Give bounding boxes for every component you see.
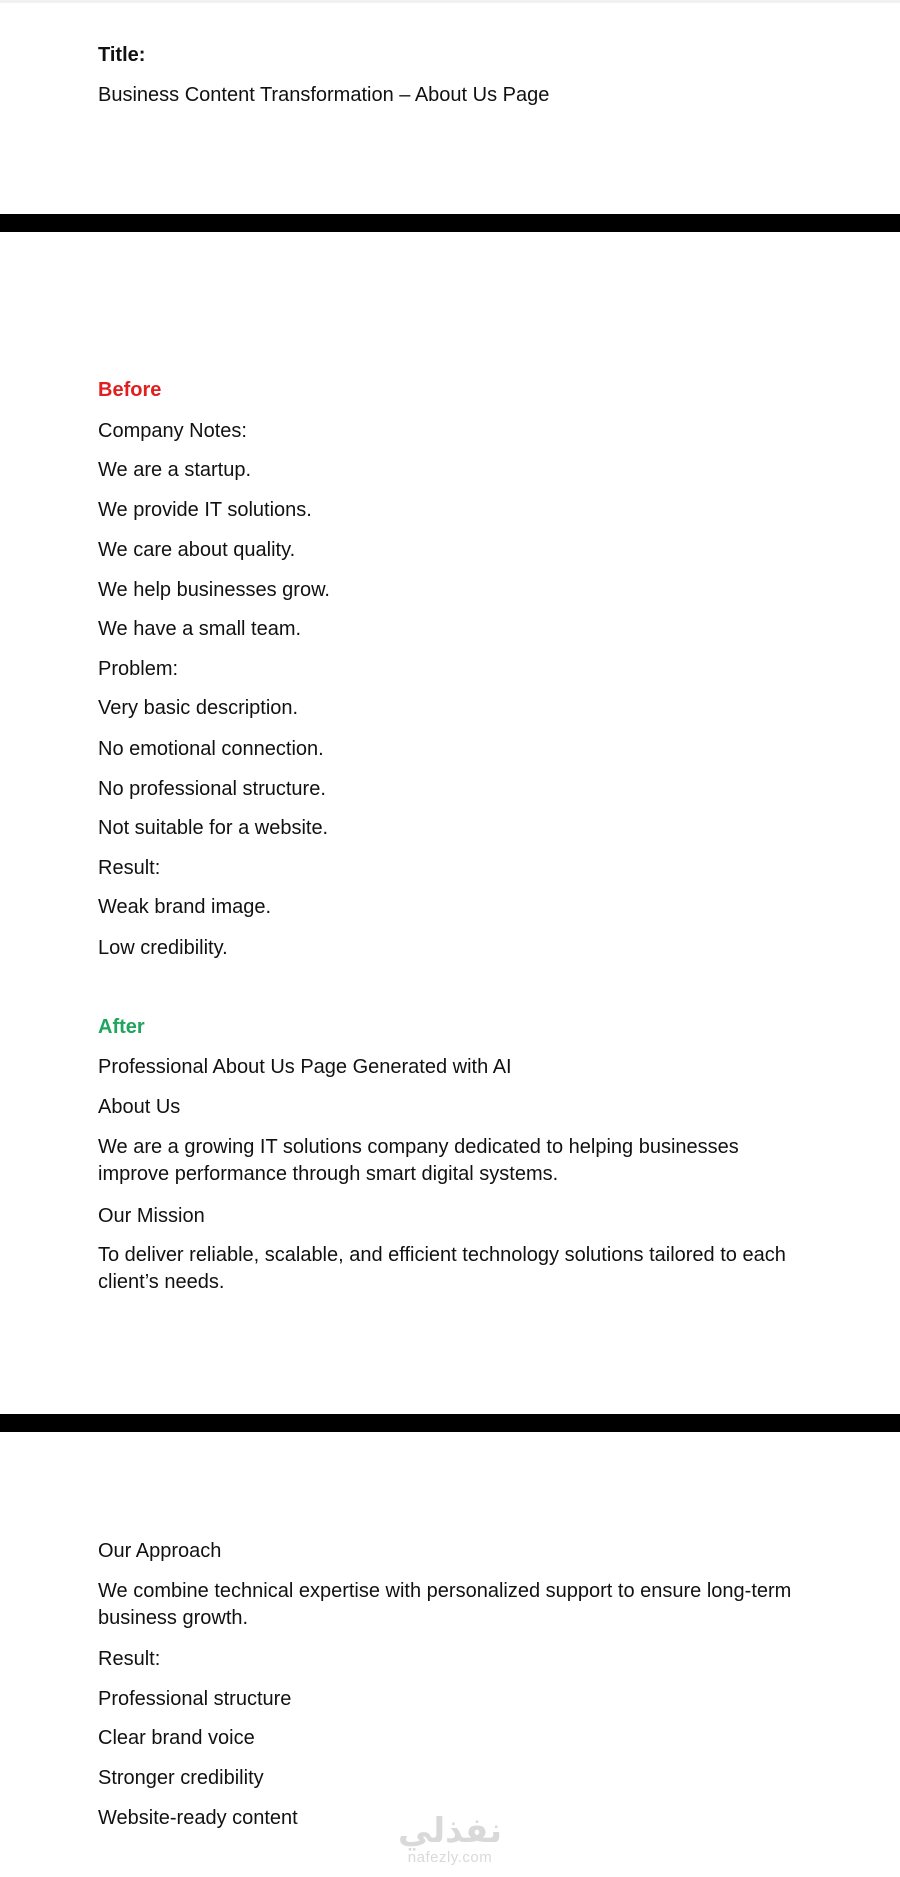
about-heading: About Us (98, 1096, 181, 1118)
result-item: Clear brand voice (98, 1727, 255, 1749)
watermark-latin: nafezly.com (407, 1849, 493, 1866)
before-line: Low credibility. (98, 937, 228, 959)
before-line: We have a small team. (98, 618, 302, 640)
before-line: Weak brand image. (98, 896, 272, 918)
before-line: Result: (98, 857, 161, 879)
before-line: Very basic description. (98, 697, 299, 719)
page-top-edge (0, 0, 900, 3)
approach-text: We combine technical expertise with personalized support to ensure long-term business growth. (98, 1580, 792, 1629)
before-line: We care about quality. (98, 539, 296, 561)
title-label: Title: (98, 44, 146, 66)
nafezly-watermark-logo (395, 1812, 505, 1866)
result-item: Stronger credibility (98, 1767, 264, 1789)
approach-heading: Our Approach (98, 1540, 222, 1562)
mission-heading: Our Mission (98, 1205, 205, 1227)
about-text: We are a growing IT solutions company dedicated to helping businesses improve performance through smart digital systems. (98, 1136, 739, 1185)
before-line: We provide IT solutions. (98, 499, 312, 521)
result-label: Result: (98, 1648, 161, 1670)
result-item: Website-ready content (98, 1807, 298, 1829)
before-heading: Before (98, 379, 162, 401)
document-page-1 (0, 0, 900, 214)
before-line: No professional structure. (98, 778, 326, 800)
mission-text: To deliver reliable, scalable, and efficient technology solutions tailored to each client’s needs. (98, 1244, 786, 1293)
page-divider (0, 1414, 900, 1432)
before-line: We are a startup. (98, 459, 252, 481)
page-divider (0, 214, 900, 232)
before-line: Problem: (98, 658, 179, 680)
before-line: We help businesses grow. (98, 579, 330, 601)
title-text: Business Content Transformation – About Us Page (98, 84, 550, 106)
watermark-arabic: نفذلي (397, 1811, 503, 1851)
before-line: Not suitable for a website. (98, 817, 329, 839)
result-item: Professional structure (98, 1688, 292, 1710)
after-heading: After (98, 1016, 145, 1038)
before-line: Company Notes: (98, 420, 247, 442)
before-line: No emotional connection. (98, 738, 324, 760)
after-subtitle: Professional About Us Page Generated with AI (98, 1056, 512, 1078)
